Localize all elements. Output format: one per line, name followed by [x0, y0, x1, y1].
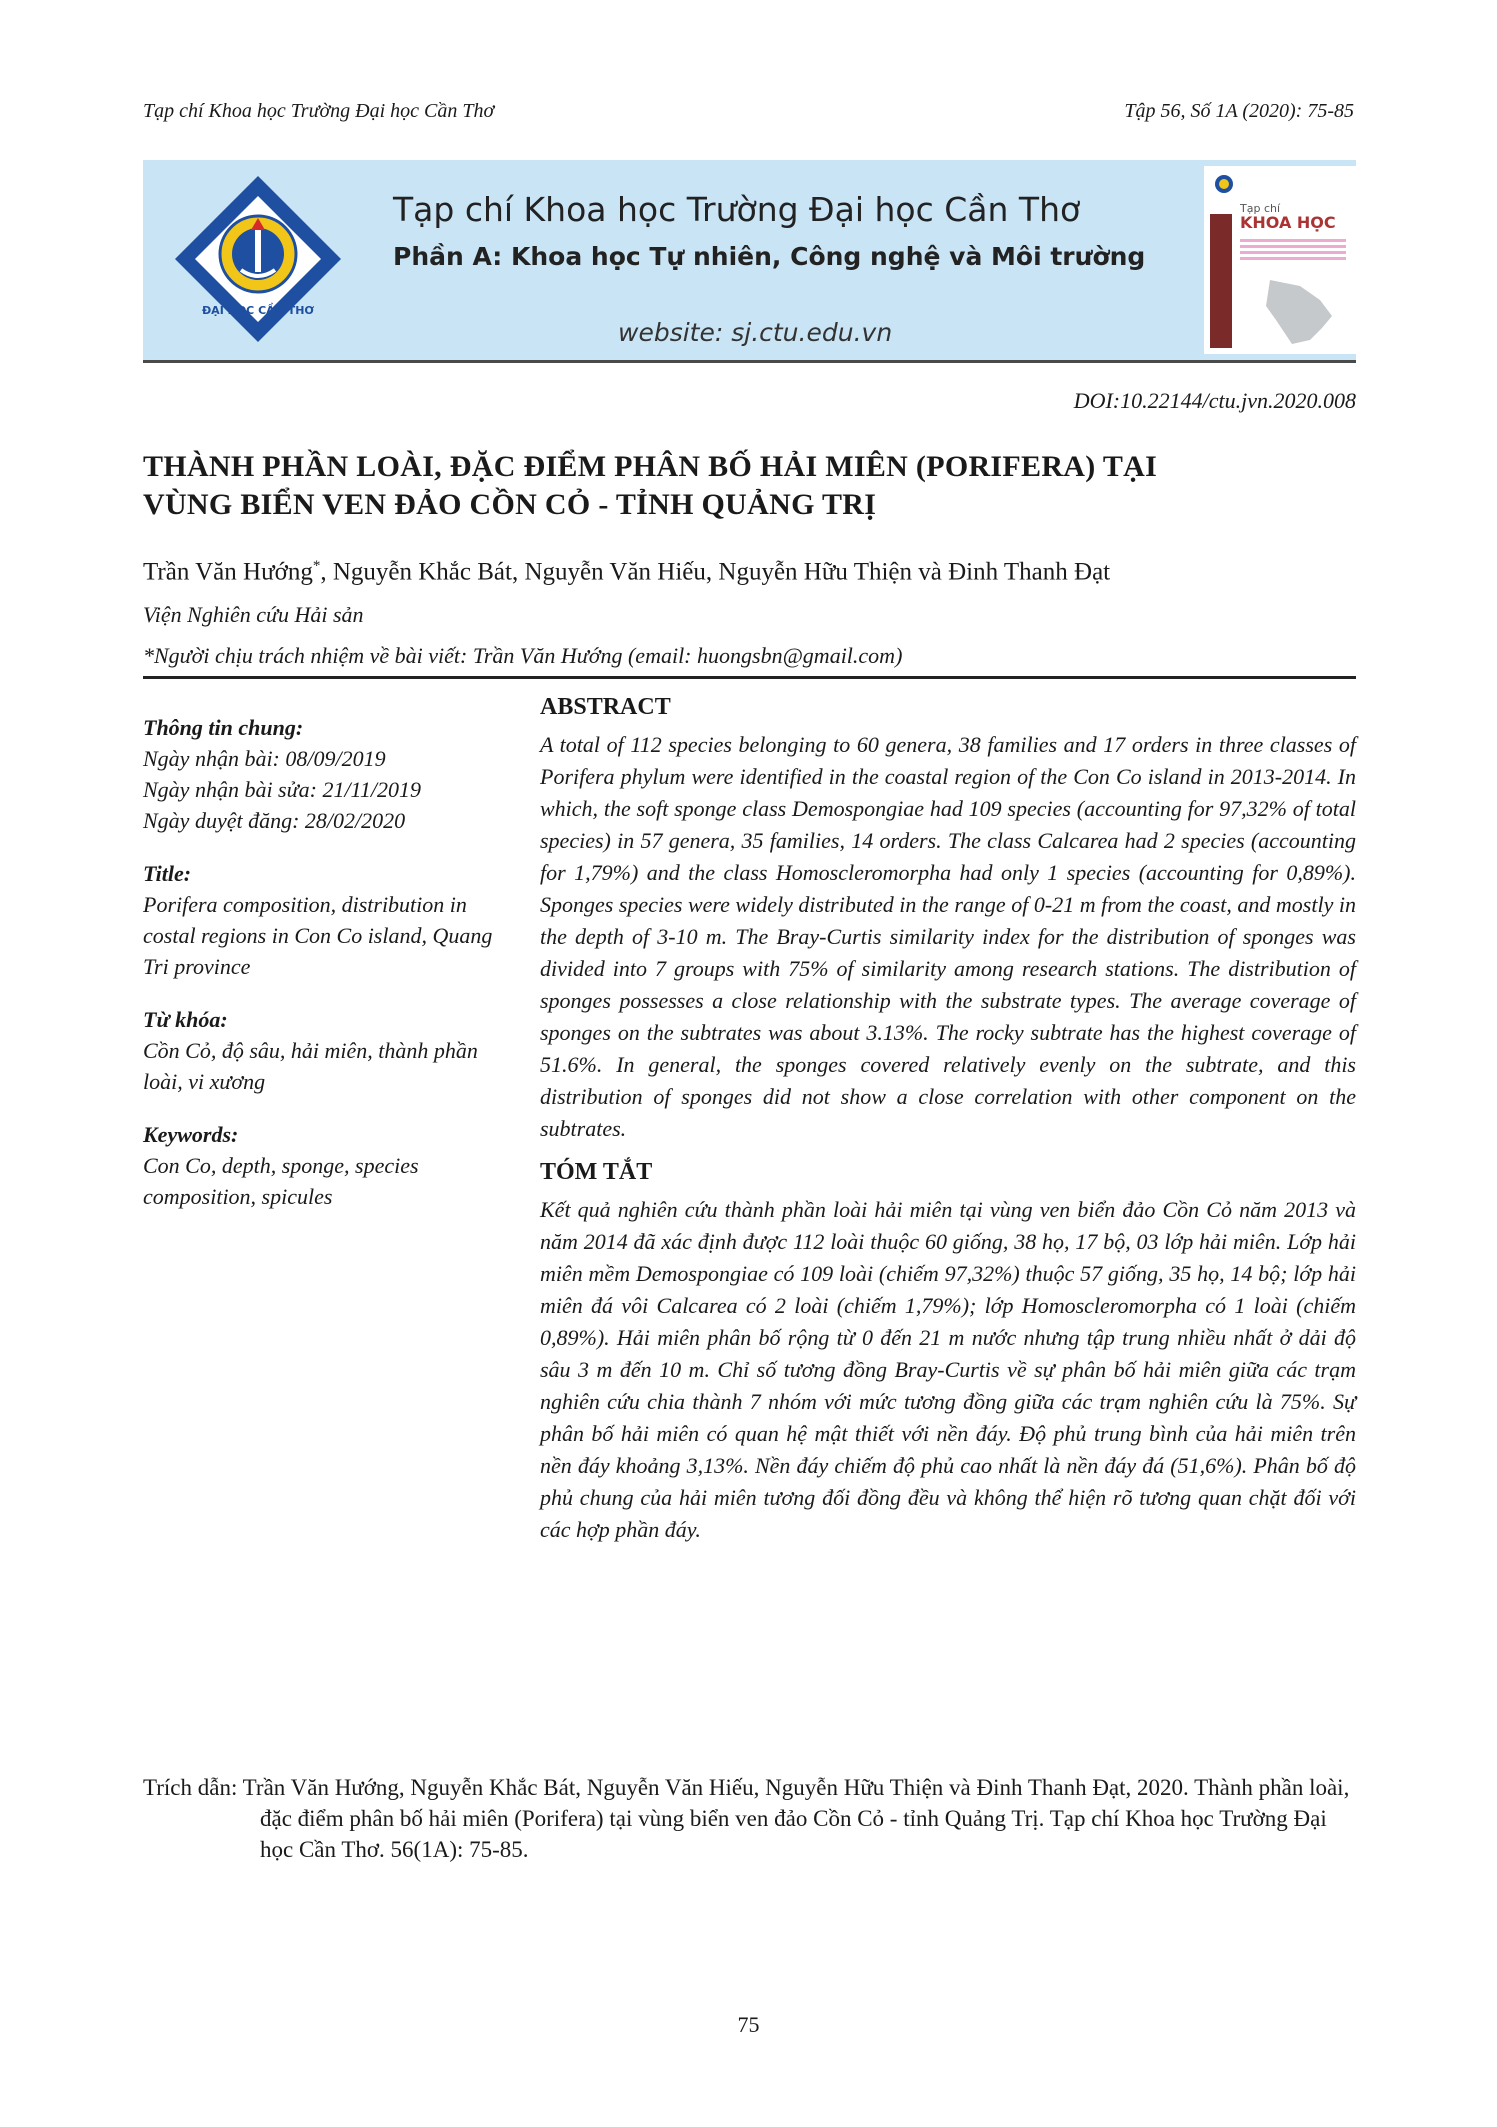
- english-title: Porifera composition, distribution in costal regions in Con Co island, Quang Tri province: [143, 892, 493, 979]
- header-divider: [143, 676, 1356, 679]
- received-date: Ngày nhận bài: 08/09/2019: [143, 746, 386, 771]
- university-logo-icon: [173, 174, 343, 344]
- affiliation: Viện Nghiên cứu Hải sản: [143, 602, 364, 627]
- english-keywords: Con Co, depth, sponge, species composition, spicules: [143, 1153, 419, 1209]
- logo-caption: ĐẠI HỌC CẦN THƠ: [201, 304, 315, 317]
- doi: DOI:10.22144/ctu.jvn.2020.008: [1073, 388, 1356, 413]
- corresponding-author: *Người chịu trách nhiệm về bài viết: Trần Văn Hướng (email: huongsbn@gmail.com): [143, 643, 903, 668]
- journal-running-title: Tạp chí Khoa học Trường Đại học Cần Thơ: [143, 100, 495, 122]
- journal-banner: [143, 160, 1356, 363]
- vietnamese-keywords-block: [143, 1004, 513, 1097]
- citation: Trích dẫn: Trần Văn Hướng, Nguyễn Khắc Bát, Nguyễn Văn Hiếu, Nguyễn Hữu Thiện và Đinh Thanh Đạt, 2020. Thành phần loài, đặc điểm phân bố hải miên (Porifera) tại vùng biển ven đảo Cồn Cỏ - tỉnh Quảng Trị. Tạp chí Khoa học Trường Đại học Cần Thơ. 56(1A): 75-85.: [143, 1775, 1350, 1862]
- abstract-column: [540, 694, 1356, 1546]
- article-title-line-1: THÀNH PHẦN LOÀI, ĐẶC ĐIỂM PHÂN BỐ HẢI MIÊN (PORIFERA) TẠI: [143, 450, 1158, 483]
- revised-date: Ngày nhận bài sửa: 21/11/2019: [143, 777, 422, 802]
- english-keywords-heading: Keywords:: [143, 1122, 239, 1147]
- tomtat-heading: TÓM TẮT: [540, 1159, 653, 1185]
- cover-text-lines: [1240, 236, 1346, 263]
- abstract-heading: ABSTRACT: [540, 694, 671, 720]
- article-title-line-2: VÙNG BIỂN VEN ĐẢO CỒN CỎ - TỈNH QUẢNG TRỊ: [143, 488, 877, 521]
- cover-label: Tạp chí: [1240, 202, 1281, 215]
- page-number: 75: [737, 2012, 760, 2037]
- vietnamese-keywords-heading: Từ khóa:: [143, 1007, 228, 1032]
- english-keywords-block: [143, 1119, 513, 1212]
- general-info-heading: Thông tin chung:: [143, 715, 304, 740]
- map-icon: [1240, 276, 1346, 348]
- author-list: [143, 558, 1110, 586]
- journal-website: website: sj.ctu.edu.vn: [618, 318, 893, 347]
- accepted-date: Ngày duyệt đăng: 28/02/2020: [143, 808, 406, 833]
- cover-brand: KHOA HỌC: [1240, 213, 1336, 232]
- abstract-text: A total of 112 species belonging to 60 genera, 38 families and 17 orders in three classes of Porifera phylum were identified in the coastal region of the Con Co island in 2013-2014. In which, the soft sponge class Demospongiae had 109 species (accounting for 97,32% of total species) in 57 genera, 35 families, 14 orders. The class Calcarea had 2 species (accounting for 1,79%) and the class Homoscleromorpha had only 1 species (accounting for 0,89%). Sponges species were widely distributed in the range of 0-21 m from the coast, and mostly in the depth of 3-10 m. The Bray-Curtis similarity index for the distribution of sponges was divided into 7 groups with 75% of similarity among research stations. The distribution of sponges possesses a close relationship with the substrate types. The average coverage of sponges on the subtrates was about 3.13%. The rocky subtrate has the highest coverage of 51.6%. In general, the sponges covered relatively evenly on the subtrate, and this distribution of sponges did not show a close correlation with other component on the subtrates.: [540, 732, 1356, 1141]
- article-info-sidebar: [143, 712, 513, 1234]
- banner-title: Tạp chí Khoa học Trường Đại học Cần Thơ: [393, 190, 1081, 229]
- cover-stripe: [1210, 214, 1232, 348]
- corresponding-mark: *: [312, 558, 321, 574]
- first-author: Trần Văn Hướng: [143, 558, 313, 586]
- banner-subtitle: Phần A: Khoa học Tự nhiên, Công nghệ và Môi trường: [393, 242, 1146, 271]
- tomtat-text: Kết quả nghiên cứu thành phần loài hải miên tại vùng ven biển đảo Cồn Cỏ năm 2013 và năm 2014 đã xác định được 112 loài thuộc 60 giống, 38 họ, 17 bộ, 03 lớp hải miên. Lớp hải miên mềm Demospongiae có 109 loài (chiếm 97,32%) thuộc 57 giống, 35 họ, 14 bộ; lớp hải miên đá vôi Calcarea có 2 loài (chiếm 1,79%); lớp Homoscleromorpha có 1 loài (chiếm 0,89%). Hải miên phân bố rộng từ 0 đến 21 m nước nhưng tập trung nhiều nhất ở dải độ sâu 3 m đến 10 m. Chỉ số tương đồng Bray-Curtis về sự phân bố hải miên giữa các trạm nghiên cứu chia thành 7 nhóm với mức tương đồng giữa các trạm nghiên cứu là 75%. Sự phân bố hải miên có quan hệ mật thiết với nền đáy. Độ phủ trung bình của hải miên trên nền đáy khoảng 3,13%. Nền đáy chiếm độ phủ cao nhất là nền đáy đá (51,6%). Phân bố độ phủ chung của hải miên tương đối đồng đều và không thể hiện rõ tương quan chặt đối với các hợp phần đáy.: [540, 1197, 1356, 1542]
- co-authors: , Nguyễn Khắc Bát, Nguyễn Văn Hiếu, Nguyễn Hữu Thiện và Đinh Thanh Đạt: [320, 558, 1111, 586]
- english-title-block: [143, 858, 513, 982]
- volume-running-title: Tập 56, Số 1A (2020): 75-85: [1124, 100, 1354, 122]
- article-title: [143, 448, 1356, 524]
- general-info: [143, 712, 513, 836]
- journal-cover-thumbnail: [1204, 166, 1356, 354]
- english-title-heading: Title:: [143, 861, 192, 886]
- running-head: [143, 100, 1354, 123]
- vietnamese-keywords: Cồn Cỏ, độ sâu, hải miên, thành phần loài, vi xương: [143, 1038, 478, 1094]
